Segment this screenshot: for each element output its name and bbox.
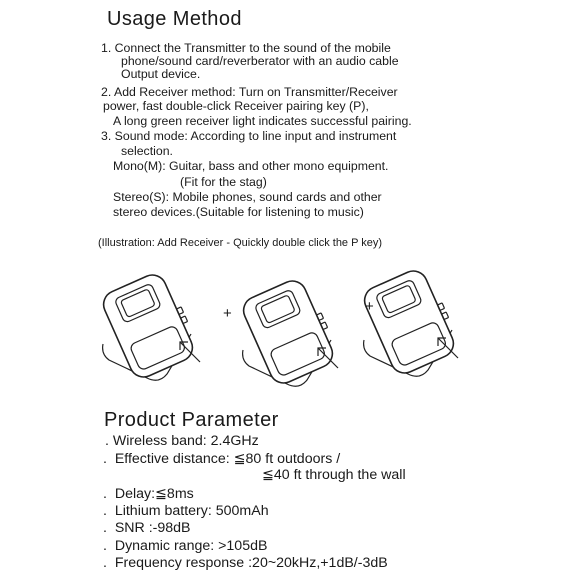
receiver-illustration: [0, 262, 576, 402]
illustration-caption: (Illustration: Add Receiver - Quickly double click the P key): [98, 237, 383, 249]
usage-line: A long green receiver light indicates successful pairing.: [113, 114, 412, 128]
device-icon: [99, 271, 197, 382]
usage-line: Mono(M): Guitar, bass and other mono equipment.: [113, 159, 389, 173]
bullet: .: [103, 555, 115, 571]
param-text: Effective distance: ≦80 ft outdoors /: [114, 451, 341, 467]
param-item: [103, 451, 340, 467]
param-item: [103, 503, 269, 519]
bullet: .: [103, 503, 115, 519]
plus-sign: +: [223, 305, 232, 322]
usage-line: 3. Sound mode: According to line input and instrument: [101, 129, 397, 143]
bullet: .: [103, 486, 115, 502]
param-text: SNR :-98dB: [114, 520, 191, 536]
usage-line: selection.: [121, 144, 173, 158]
usage-line: Stereo(S): Mobile phones, sound cards and other: [113, 190, 382, 204]
param-text: Delay:≦8ms: [114, 486, 194, 502]
bullet: .: [103, 538, 115, 554]
plus-sign: +: [365, 298, 374, 315]
usage-line: phone/sound card/reverberator with an audio cable: [121, 54, 399, 68]
param-item: [103, 520, 191, 536]
param-text: Frequency response :20~20kHz,+1dB/-3dB: [114, 555, 388, 571]
usage-line: Output device.: [121, 67, 201, 81]
usage-line: stereo devices.(Suitable for listening to music): [113, 205, 364, 219]
usage-title: Usage Method: [107, 8, 242, 30]
param-item: [103, 555, 388, 571]
params-title: Product Parameter: [104, 409, 279, 431]
usage-line: (Fit for the stag): [180, 175, 267, 189]
bullet: .: [105, 433, 113, 449]
usage-line: power, fast double-click Receiver pairing key (P),: [103, 99, 369, 113]
usage-line: 1. Connect the Transmitter to the sound of the mobile: [101, 41, 391, 55]
device-icon: [360, 267, 458, 378]
device-icon: [239, 277, 337, 388]
param-text: Wireless band: 2.4GHz: [112, 433, 259, 449]
param-text: ≦40 ft through the wall: [262, 467, 406, 483]
param-item: [105, 433, 259, 449]
bullet: .: [103, 451, 115, 467]
param-item: [103, 538, 267, 554]
param-item: [103, 486, 194, 502]
usage-line: 2. Add Receiver method: Turn on Transmitter/Receiver: [101, 85, 398, 99]
param-text: Lithium battery: 500mAh: [114, 503, 269, 519]
bullet: .: [103, 520, 115, 536]
param-text: Dynamic range: >105dB: [114, 538, 268, 554]
